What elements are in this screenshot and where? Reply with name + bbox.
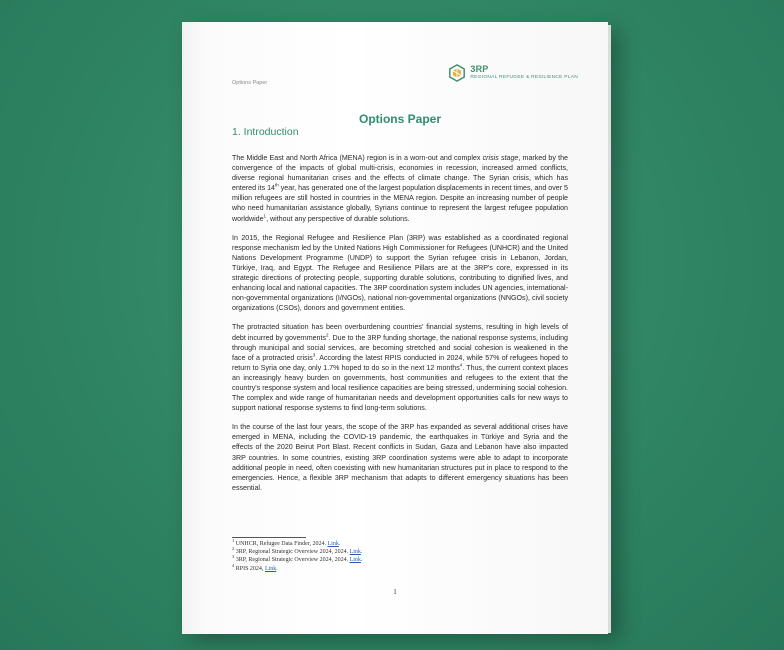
footnote-number: 1	[232, 538, 235, 543]
logo-subtitle: REGIONAL REFUGEE & RESILIENCE PLAN	[470, 75, 578, 81]
paragraph: In 2015, the Regional Refugee and Resilience Plan (3RP) was established as a coordinated regional response mechanism led by the United Nations High Commissioner for Refugees (UNHCR) and the United Nations Development Programme (UNDP) to support the Syrian refugee crisis in Lebanon, Jordan, Türkiye, Iraq, and Egypt. The Refugee and Resilience Pillars are at the 3RP's core, expressed in its strategic directions of protecting people, supporting durable solutions, contributing to dignified lives, and enhancing local and national capacities. The 3RP coordination system includes UN agencies, international- non-governmental organizations (I/NGOs), national non-governmental organizations (NNGOs), civil society organizations (CSOs), donors and government entities.	[232, 233, 568, 313]
document-body	[232, 153, 568, 502]
footnote-text: 3RP, Regional Strategic Overview 2024, 2024.	[234, 549, 350, 556]
footnote-link[interactable]: Link	[264, 565, 277, 572]
paragraph-text: , without any perspective of durable solutions.	[266, 214, 410, 223]
document-page	[182, 22, 608, 634]
footnote-text: RPIS 2024,	[234, 565, 265, 572]
section-heading: 1. Introduction	[232, 126, 299, 138]
paragraph: In the course of the last four years, the scope of the 3RP has expanded as several additional crises have emerged in MENA, including the COVID-19 pandemic, the earthquakes in Türkiye and Syria and the effects of the 2020 Beirut Port Blast. Recent conflicts in Sudan, Gaza and Lebanon have also impacted 3RP countries. In some countries, existing 3RP coordination systems were able to adapt to incorporate additional people in need, often coexisting with new humanitarian structures put in place to respond to the emergencies. Hence, a flexible 3RP mechanism that adapts to different emergency situations has been essential.	[232, 423, 568, 492]
paragraph-text: . Due to the 3RP funding shortage, the national response systems, including through municipal and social services, are becoming stretched and social cohesion is weakened in the face of a protracted crisis	[232, 333, 568, 362]
footnote-link[interactable]: Link	[349, 549, 361, 556]
footnote-ref: 3	[312, 352, 316, 358]
running-title: Options Paper	[232, 80, 268, 86]
footnotes	[232, 540, 362, 573]
page-header	[232, 64, 578, 92]
footnote-number: 2	[232, 546, 235, 552]
paragraph-text: year, has generated one of the largest population displacements in recent times, and over 5 million refugees are still hosted in countries in the MENA region. Despite an increasing number of people who need humanitarian assistance globally, Syrians continue to represent the largest refugee population worldwide	[232, 184, 568, 223]
footnote: $^1$ UNHCR, Refugee Data Finder, 2024. Link.	[232, 538, 341, 547]
3rp-logo	[448, 64, 578, 82]
emphasis-text: crisis stage	[482, 154, 519, 162]
paragraph-text: The protracted situation has been overburdening countries' financial systems, resulting in high levels of debt incurred by governments	[232, 323, 568, 342]
paragraph-text: . According the latest RPIS conducted in 2024, while 57% of refugees hoped to return to Syria one day, only 1.7% hoped to do so in the next 12 months	[232, 353, 568, 372]
footnote-number: 4	[232, 562, 235, 568]
footnote-text: 3RP, Regional Strategic Overview 2024, 2024.	[234, 557, 350, 564]
footnote-ref: 2	[326, 332, 329, 338]
footnote: $^2$ 3RP, Regional Strategic Overview 2024, 2024. Link.	[232, 546, 363, 556]
footnote-divider	[232, 537, 306, 538]
superscript: th	[275, 182, 279, 188]
paragraph-text: . Thus, the current context places an increasingly heavy burden on governments, host communities and refugees to the extent that the country's response system and local resilience capacities are being stressed, undermining social cohesion. The complex and wide range of humanitarian needs and development opportunities calls for new ways to support national response systems to find long-term solutions.	[232, 363, 568, 413]
footnote-link[interactable]: Link	[327, 541, 339, 547]
page-number: 1	[393, 588, 397, 596]
footnote-ref: 4	[459, 362, 463, 368]
logo-title: 3RP	[470, 64, 489, 75]
footnote: $^4$ RPIS 2024, Link.	[232, 562, 278, 572]
paragraph-text: , marked by the convergence of the impacts of global multi-crisis, economies in recession, increased armed conflicts, diverse regional humanitarian crises and the effects of climate change. The Syrian crisis, which has entered its 14	[232, 154, 568, 193]
footnote: $^3$ 3RP, Regional Strategic Overview 2024, 2024. Link.	[232, 554, 363, 564]
footnote-ref: 1	[263, 213, 267, 219]
document-title: Options Paper	[358, 112, 441, 126]
footnote-link[interactable]: Link	[349, 557, 361, 564]
footnote-number: 3	[232, 554, 235, 560]
footnote-text: UNHCR, Refugee Data Finder, 2024.	[234, 541, 328, 547]
paragraph-text: The Middle East and North Africa (MENA) region is in a worn-out and complex	[232, 154, 483, 162]
3rp-logo-icon	[448, 64, 466, 82]
paragraph	[232, 153, 568, 224]
paragraph	[232, 322, 568, 413]
